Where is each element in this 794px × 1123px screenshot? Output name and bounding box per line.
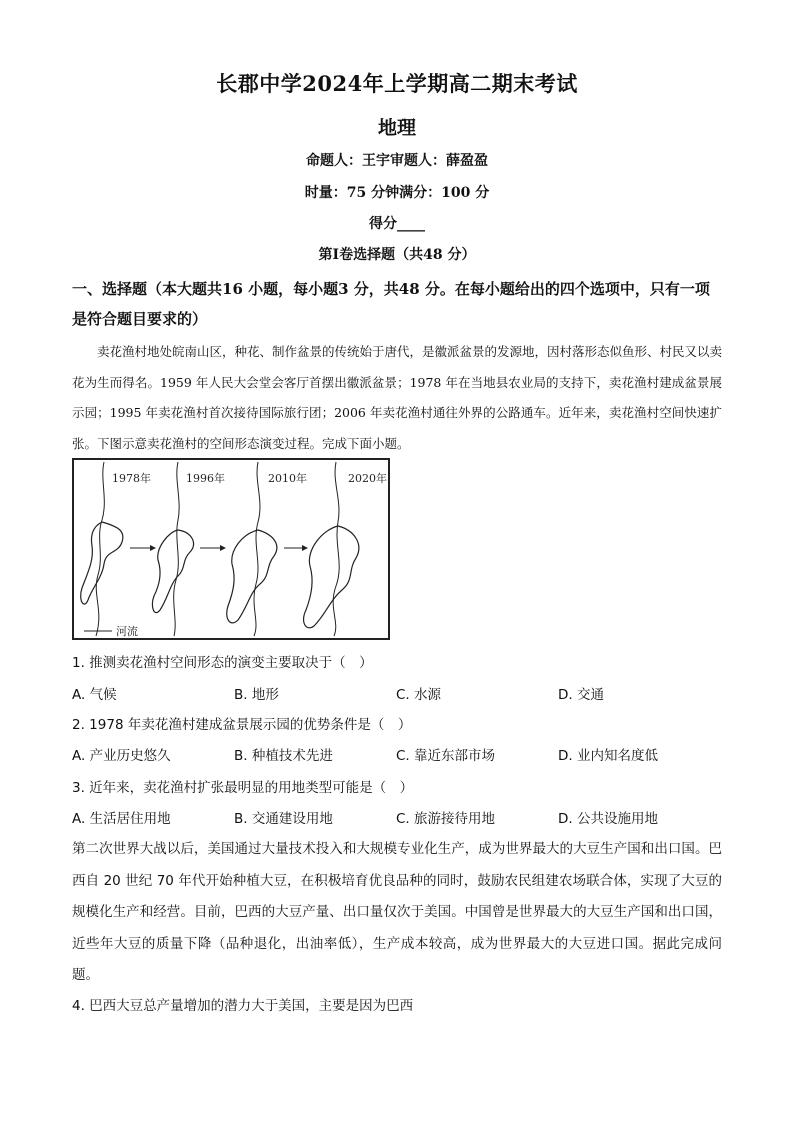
q1-option-d: D. 交通: [558, 687, 604, 703]
exam-title: 长郡中学2024年上学期高二期末考试: [216, 71, 578, 96]
q1-option-b: B. 地形: [234, 687, 279, 703]
authors-line: 命题人：王宇审题人：薛盈盈: [306, 153, 488, 169]
river-2020: [333, 462, 339, 636]
question-3-stem: 3. 近年来，卖花渔村扩张最明显的用地类型可能是（ ）: [72, 780, 414, 796]
figure-svg: [74, 460, 388, 638]
q2-option-d: D. 业内知名度低: [558, 748, 658, 764]
river-2010: [254, 462, 260, 636]
time-score-line: 时量：75 分钟满分：100 分: [304, 185, 490, 201]
q3-option-d: D. 公共设施用地: [558, 811, 658, 827]
q1-option-c: C. 水源: [396, 687, 442, 703]
question-2-stem: 2. 1978 年卖花渔村建成盆景展示园的优势条件是（ ）: [72, 717, 412, 733]
q2-option-c: C. 靠近东部市场: [396, 748, 496, 764]
village-evolution-figure: [72, 458, 390, 640]
year-label-2020: 2020年: [348, 472, 387, 485]
passage-2: 第二次世界大战以后，美国通过大量技术投入和大规模专业化生产，成为世界最大的大豆生产国和出口国。巴西自 20 世纪 70 年代开始种植大豆，在积极培育优良品种的同时，鼓励农民组建农场联合体，实现了大豆的规模化生产和经营。目前，巴西的大豆产量、出口量仅次于美国。中国曾是世界最大的大豆生产国和出口国，近些年大豆的质量下降（品种退化，出油率低），生产成本较高，成为世界最大的大豆进口国。据此完成问题。: [72, 841, 722, 983]
subject-title: 地理: [377, 117, 416, 139]
question-1-stem: 1. 推测卖花渔村空间形态的演变主要取决于（ ）: [72, 655, 373, 671]
q3-option-a: A. 生活居住用地: [72, 811, 171, 827]
section-heading: 一、选择题（本大题共16 小题，每小题3 分，共48 分。在每小题给出的四个选项中，只有一项是符合题目要求的）: [72, 280, 710, 328]
river-1978: [96, 462, 104, 636]
score-line: 得分____: [369, 216, 425, 232]
q1-option-a: A. 气候: [72, 687, 117, 703]
settlement-1978: [81, 522, 123, 604]
year-label-1996: 1996年: [186, 472, 225, 485]
q2-option-a: A. 产业历史悠久: [72, 748, 171, 764]
arrow-2-head: [220, 545, 226, 551]
passage-1: 卖花渔村地处皖南山区，种花、制作盆景的传统始于唐代，是徽派盆景的发源地，因村落形态似鱼形、村民又以卖花为生而得名。1959 年人民大会堂会客厅首摆出徽派盆景；1978 年在当地县农业局的支持下，卖花渔村建成盆景展示园；1995 年卖花渔村首次接待国际旅行团；2006 年卖花渔村通往外界的公路通车。近年来，卖花渔村空间快速扩张。下图示意卖花渔村的空间形态演变过程。完成下面小题。: [72, 344, 723, 451]
year-label-1978: 1978年: [112, 472, 151, 485]
settlement-2020: [304, 526, 359, 628]
legend-label: 河流: [116, 625, 138, 638]
q3-option-c: C. 旅游接待用地: [396, 811, 496, 827]
settlement-1996: [152, 530, 193, 613]
river-1996: [174, 462, 179, 636]
q3-option-b: B. 交通建设用地: [234, 811, 333, 827]
q2-option-b: B. 种植技术先进: [234, 748, 333, 764]
arrow-3-head: [302, 545, 308, 551]
arrow-1-head: [150, 545, 156, 551]
year-label-2010: 2010年: [268, 472, 307, 485]
question-4-stem: 4. 巴西大豆总产量增加的潜力大于美国，主要是因为巴西: [72, 998, 414, 1014]
volume-heading: 第Ⅰ卷选择题（共48 分）: [318, 247, 476, 263]
settlement-2010: [227, 530, 277, 623]
